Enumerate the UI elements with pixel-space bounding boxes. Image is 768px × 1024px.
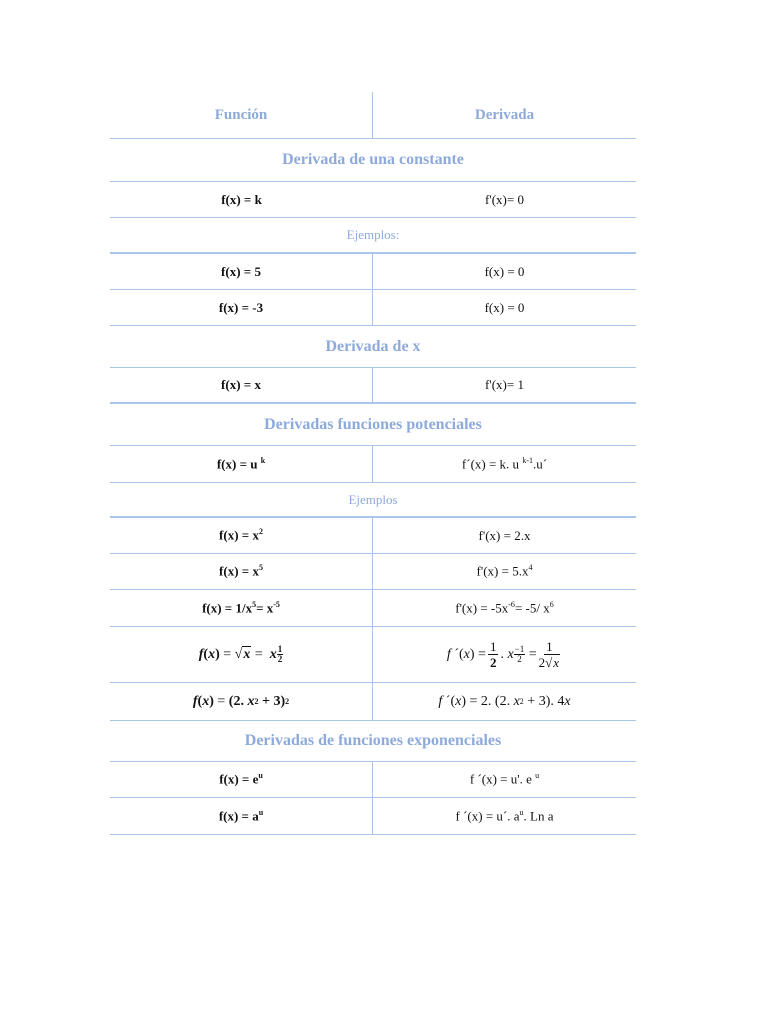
derivative-cell: $f'(x) = 5.x^4$ xyxy=(476,563,533,579)
function-cell: $f(x) = e^u$ xyxy=(110,762,373,797)
derivative-cell: f(x) = 0 xyxy=(484,299,525,315)
derivative-cell: f'(x)= 0 xyxy=(485,191,524,207)
derivative-cell: f´(x) = k. u $^{k-1}$.u´ xyxy=(461,455,548,472)
derivative-cell: f ´(x) = u´. $a^u$. Ln a xyxy=(455,807,554,824)
section-title-exponenciales: Derivadas de funciones exponenciales xyxy=(244,732,502,749)
section-row-ejemplos-1 xyxy=(110,218,636,254)
function-cell: $f(x) = 1/x^5= x^{-5}$ xyxy=(110,590,373,626)
table-row-ejemplo-minus-3 xyxy=(110,290,636,326)
table-row-polynomial-squared xyxy=(110,683,636,721)
section-row-constante xyxy=(110,139,636,182)
function-cell: f(x) = 5 xyxy=(110,254,373,289)
function-cell: f(x) = x xyxy=(110,368,373,402)
section-row-x xyxy=(110,326,636,368)
function-cell: f ( x ) = √ x = x $\frac{1}{2}$ xyxy=(110,627,373,682)
table-row-exp-a xyxy=(110,798,636,835)
derivative-cell: f ´( x ) = $\frac{1}{2}$ . x $\frac{-1}{2}$ = $\frac{1}{2√x}$ xyxy=(446,639,560,670)
section-row-potenciales xyxy=(110,404,636,446)
derivative-cell: $f'(x) = -5x^{-6}= -5/$ $x^6$ xyxy=(455,599,554,616)
function-cell: f(x) = u $^k$ xyxy=(110,446,373,482)
section-title-potenciales: Derivadas funciones potenciales xyxy=(264,415,482,433)
table-row-x-fifth xyxy=(110,554,636,590)
section-row-ejemplos-2 xyxy=(110,483,636,518)
table-row-potencial xyxy=(110,446,636,483)
derivative-cell: f ´( x ) = 2. (2. x 2 + 3). 4 x xyxy=(438,693,571,709)
derivative-cell: f(x) = 0 xyxy=(484,263,525,279)
table-row-reciprocal xyxy=(110,590,636,627)
table-row-exp-e xyxy=(110,762,636,798)
function-cell: $f(x) = x^2$ xyxy=(110,518,373,553)
header-derivada: Derivada xyxy=(474,106,535,123)
header-funcion: Función xyxy=(110,92,373,138)
function-cell: $f(x) = a^u$ xyxy=(110,798,373,834)
derivative-cell: f ´(x) = u'. e $^u$ xyxy=(469,771,540,787)
table-row-x xyxy=(110,368,636,404)
derivatives-table xyxy=(110,92,636,835)
table-row-sqrt xyxy=(110,627,636,683)
table-header-row xyxy=(110,92,636,139)
function-cell: $f(x) = x^5$ xyxy=(110,554,373,589)
derivative-cell: f'(x) = 2.x xyxy=(478,527,531,543)
table-row-ejemplo-5 xyxy=(110,254,636,290)
section-title-ejemplos-1: Ejemplos: xyxy=(346,227,400,242)
section-title-constante: Derivada de una constante xyxy=(282,151,464,168)
function-cell: f(x) = k xyxy=(221,191,262,207)
function-cell: f ( x ) = (2. x 2 + 3) 2 xyxy=(110,683,373,720)
section-title-x: Derivada de x xyxy=(325,337,421,355)
table-row-x-squared xyxy=(110,518,636,554)
derivative-cell: f'(x)= 1 xyxy=(485,377,524,392)
section-title-ejemplos-2: Ejemplos xyxy=(348,491,398,507)
table-row-constante xyxy=(110,182,636,218)
section-row-exponenciales xyxy=(110,721,636,762)
function-cell: f(x) = -3 xyxy=(110,290,373,325)
